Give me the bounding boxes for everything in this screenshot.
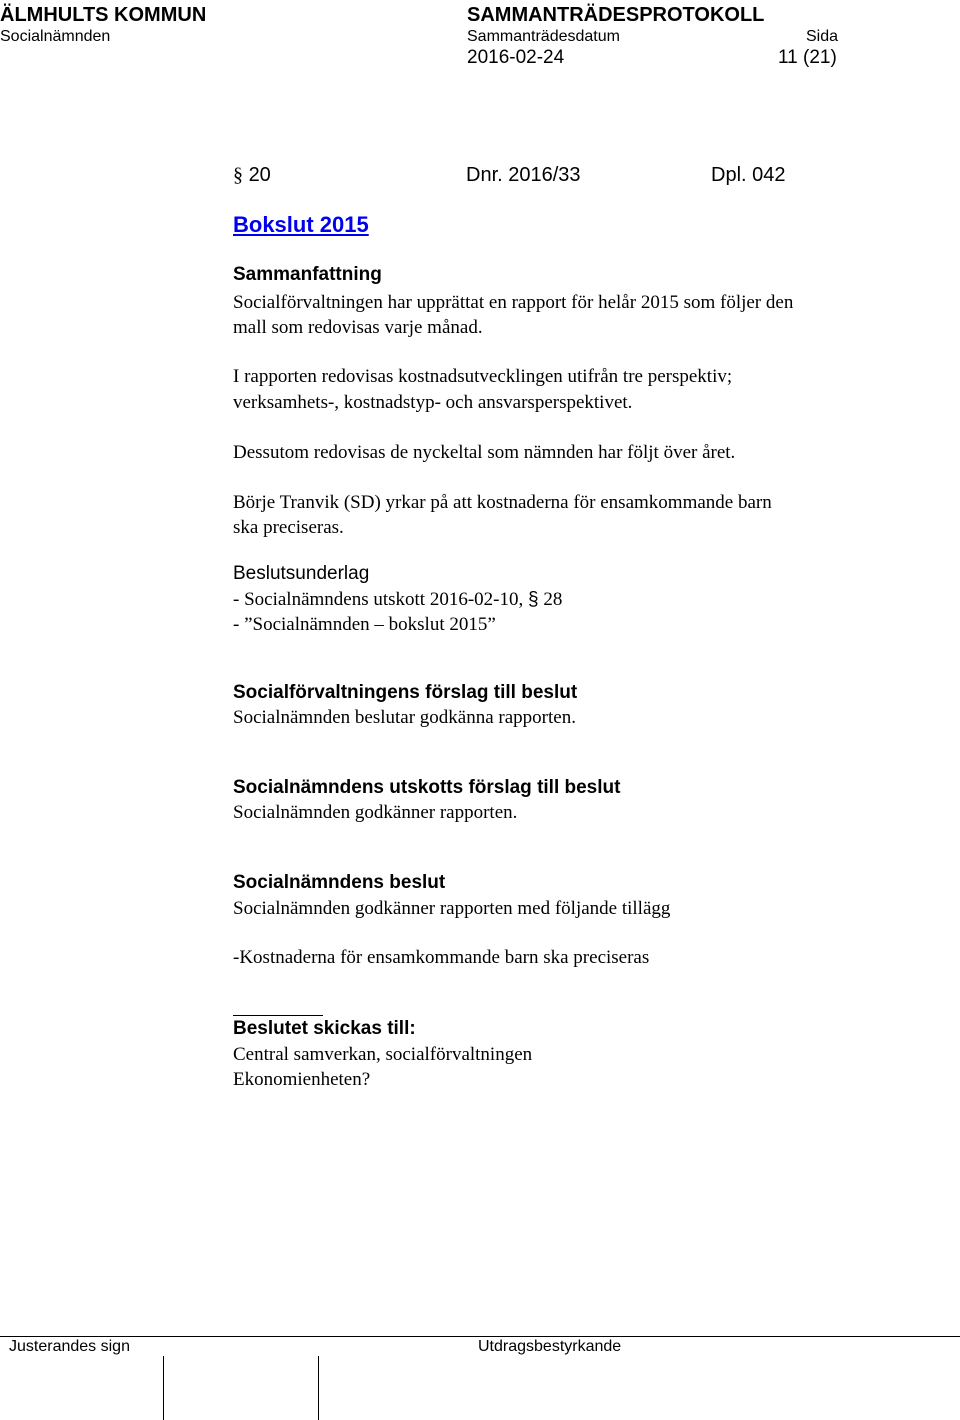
section-number-value: 20 xyxy=(248,164,271,186)
signature-box-divider-2 xyxy=(318,1356,319,1420)
basis-item-1-number: 28 xyxy=(543,589,563,610)
page-label: Sida xyxy=(806,28,839,45)
basis-item-2: - ”Socialnämnden – bokslut 2015” xyxy=(233,614,496,635)
decision-heading: Socialnämndens beslut xyxy=(233,872,446,893)
basis-item-1-text: - Socialnämndens utskott 2016-02-10, xyxy=(233,589,524,610)
admin-proposal-text: Socialnämnden beslutar godkänna rapporten. xyxy=(233,707,576,728)
summary-p3: Dessutom redovisas de nyckeltal som nämnden har följt över året. xyxy=(233,442,736,463)
summary-p2-line2: verksamhets-, kostnadstyp- och ansvarsperspektivet. xyxy=(233,392,633,413)
committee-proposal-heading: Socialnämndens utskotts förslag till beslut xyxy=(233,777,621,798)
summary-p1-line1: Socialförvaltningen har upprättat en rapport för helår 2015 som följer den xyxy=(233,292,794,313)
summary-p4-line1: Börje Tranvik (SD) yrkar på att kostnaderna för ensamkommande barn xyxy=(233,492,772,513)
meeting-date: 2016-02-24 xyxy=(467,47,565,68)
summary-p4-line2: ska preciseras. xyxy=(233,517,344,538)
signature-box-divider-1 xyxy=(163,1356,164,1420)
sent-to-heading: Beslutet skickas till: xyxy=(233,1018,416,1039)
document-type: SAMMANTRÄDESPROTOKOLL xyxy=(467,4,765,26)
decision-addition: -Kostnaderna för ensamkommande barn ska preciseras xyxy=(233,947,650,968)
basis-heading: Beslutsunderlag xyxy=(233,563,370,584)
dnr: Dnr. 2016/33 xyxy=(466,164,581,186)
decision-text: Socialnämnden godkänner rapporten med följande tillägg xyxy=(233,898,671,919)
dpl: Dpl. 042 xyxy=(711,164,786,186)
section-number xyxy=(233,164,271,187)
summary-p2-line1: I rapporten redovisas kostnadsutvecklingen utifrån tre perspektiv; xyxy=(233,366,733,387)
footer-divider xyxy=(0,1336,960,1337)
summary-p1-line2: mall som redovisas varje månad. xyxy=(233,317,483,338)
board-name: Socialnämnden xyxy=(0,28,111,45)
basis-item-1-symbol: § xyxy=(528,589,539,610)
certification-label: Utdragsbestyrkande xyxy=(478,1338,622,1355)
sent-to-line-1: Central samverkan, socialförvaltningen xyxy=(233,1044,533,1065)
committee-proposal-text: Socialnämnden godkänner rapporten. xyxy=(233,802,518,823)
item-title-link[interactable]: Bokslut 2015 xyxy=(233,212,369,237)
signature-label: Justerandes sign xyxy=(9,1338,130,1355)
summary-heading: Sammanfattning xyxy=(233,264,382,285)
basis-item-1 xyxy=(233,587,562,613)
section-symbol: § xyxy=(233,164,243,186)
municipality-name: ÄLMHULTS KOMMUN xyxy=(0,4,207,26)
divider-rule xyxy=(233,1015,323,1016)
sent-to-line-2: Ekonomienheten? xyxy=(233,1069,371,1090)
admin-proposal-heading: Socialförvaltningens förslag till beslut xyxy=(233,682,578,703)
page-number: 11 (21) xyxy=(778,47,837,68)
meeting-date-label: Sammanträdesdatum xyxy=(467,28,620,45)
